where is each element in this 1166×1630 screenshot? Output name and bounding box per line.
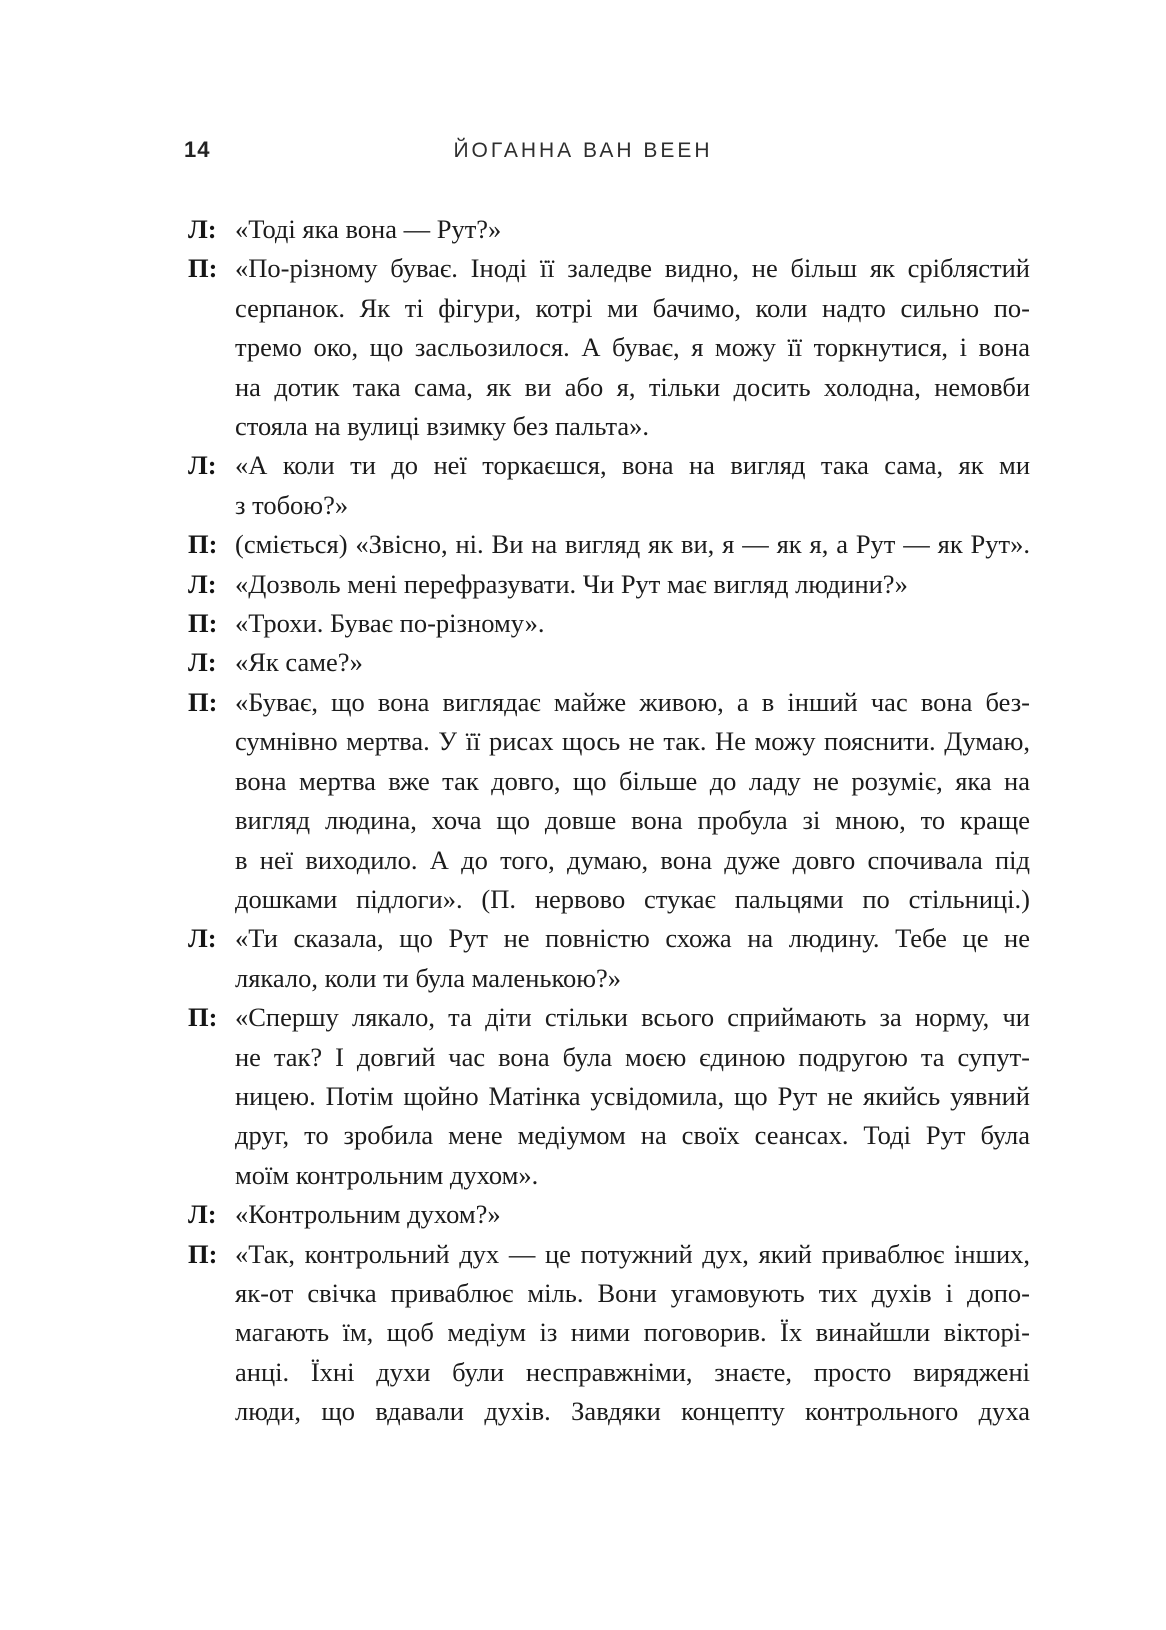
dialogue-line: сумнівно мертва. У її рисах щось не так. Не можу пояснити. Думаю, (235, 726, 1030, 757)
dialogue-entry (188, 1195, 1030, 1234)
running-header: ЙОГАННА ВАН ВЕЕН (453, 139, 713, 162)
dialogue-line: «Спершу лякало, та діти стільки всього сприймають за норму, чи (235, 1002, 1030, 1033)
dialogue-text (235, 1235, 1030, 1432)
page-number: 14 (184, 137, 211, 162)
speaker-label: П: (188, 253, 218, 284)
dialogue-line: «Як саме?» (235, 647, 363, 678)
speaker-label: П: (188, 529, 218, 560)
dialogue-line: магають їм, щоб медіум із ними поговорив. Їх винайшли вікторі- (235, 1317, 1030, 1348)
dialogue-entry (188, 525, 1030, 564)
dialogue-text (235, 210, 1030, 249)
dialogue-line: анці. Їхні духи були несправжніми, знаєте, просто виряджені (235, 1356, 1030, 1387)
dialogue-text (235, 919, 1030, 998)
dialogue-line: дошками підлоги». (П. нервово стукає пальцями по стільниці.) (235, 883, 1030, 914)
dialogue-line: на дотик така сама, як ви або я, тільки досить холодна, немовби (235, 371, 1030, 402)
dialogue-line: вона мертва вже так довго, що більше до ладу не розуміє, яка на (235, 765, 1030, 796)
speaker-label: Л: (188, 923, 217, 954)
dialogue-line: в неї виходило. А до того, думаю, вона дуже довго спочивала під (235, 844, 1030, 875)
dialogue-text (235, 998, 1030, 1195)
dialogue-line: «Ти сказала, що Рут не повністю схожа на людину. Тебе це не (235, 923, 1030, 954)
dialogue-line: (сміється) «Звісно, ні. Ви на вигляд як ви, я — як я, а Рут — як Рут». (235, 529, 1030, 560)
dialogue-line: не так? І довгий час вона була моєю єдиною подругою та супут- (235, 1041, 1030, 1072)
dialogue-line: серпанок. Як ті фігури, котрі ми бачимо, коли надто сильно по- (235, 292, 1030, 323)
speaker-label: Л: (188, 1199, 217, 1230)
dialogue-line: моїм контрольним духом». (235, 1159, 539, 1190)
dialogue-line: ницею. Потім щойно Матінка усвідомила, що Рут не якийсь уявний (235, 1080, 1030, 1111)
dialogue-entry (188, 919, 1030, 998)
speaker-label: П: (188, 1002, 218, 1033)
dialogue-text (235, 604, 1030, 643)
dialogue-entry (188, 565, 1030, 604)
dialogue-text (235, 1195, 1030, 1234)
dialogue-line: «Так, контрольний дух — це потужний дух, який приваблює інших, (235, 1238, 1030, 1269)
dialogue-entry (188, 249, 1030, 446)
dialogue-text (235, 643, 1030, 682)
dialogue-entry (188, 446, 1030, 525)
dialogue-line: стояла на вулиці взимку без пальта». (235, 411, 650, 442)
interview-transcript (188, 210, 1030, 1432)
dialogue-entry (188, 643, 1030, 682)
dialogue-entry (188, 683, 1030, 919)
dialogue-text (235, 683, 1030, 919)
dialogue-line: «Буває, що вона виглядає майже живою, а в інший час вона без- (235, 686, 1030, 717)
dialogue-line: тремо око, що засльозилося. А буває, я можу її торкнутися, і вона (235, 332, 1030, 363)
dialogue-line: «А коли ти до неї торкаєшся, вона на вигляд така сама, як ми (235, 450, 1030, 481)
dialogue-text (235, 446, 1030, 525)
dialogue-line: люди, що вдавали духів. Завдяки концепту контрольного духа (235, 1396, 1030, 1427)
dialogue-line: «Тоді яка вона — Рут?» (235, 214, 502, 244)
dialogue-line: «Контрольним духом?» (235, 1199, 501, 1230)
dialogue-line: «Трохи. Буває по-різному». (235, 608, 545, 639)
speaker-label: П: (188, 686, 218, 717)
speaker-label: Л: (188, 568, 217, 599)
speaker-label: Л: (188, 647, 217, 678)
dialogue-line: «По-різному буває. Іноді її заледве видно, не більш як сріблястий (235, 253, 1030, 284)
speaker-label: П: (188, 608, 218, 639)
dialogue-entry (188, 1235, 1030, 1432)
speaker-label: Л: (188, 450, 217, 481)
dialogue-text (235, 565, 1030, 604)
dialogue-line: лякало, коли ти була маленькою?» (235, 962, 622, 993)
dialogue-line: «Дозволь мені перефразувати. Чи Рут має вигляд людини?» (235, 568, 908, 599)
dialogue-entry (188, 998, 1030, 1195)
dialogue-text (235, 249, 1030, 446)
dialogue-text (235, 525, 1030, 564)
dialogue-entry (188, 210, 1030, 249)
dialogue-line: з тобою?» (235, 489, 349, 520)
dialogue-line: як-от свічка приваблює міль. Вони угамовують тих духів і допо- (235, 1277, 1030, 1308)
dialogue-line: вигляд людина, хоча що довше вона пробула зі мною, то краще (235, 805, 1030, 836)
dialogue-line: друг, то зробила мене медіумом на своїх сеансах. Тоді Рут була (235, 1120, 1030, 1151)
speaker-label: Л: (188, 214, 217, 244)
speaker-label: П: (188, 1238, 218, 1269)
dialogue-entry (188, 604, 1030, 643)
